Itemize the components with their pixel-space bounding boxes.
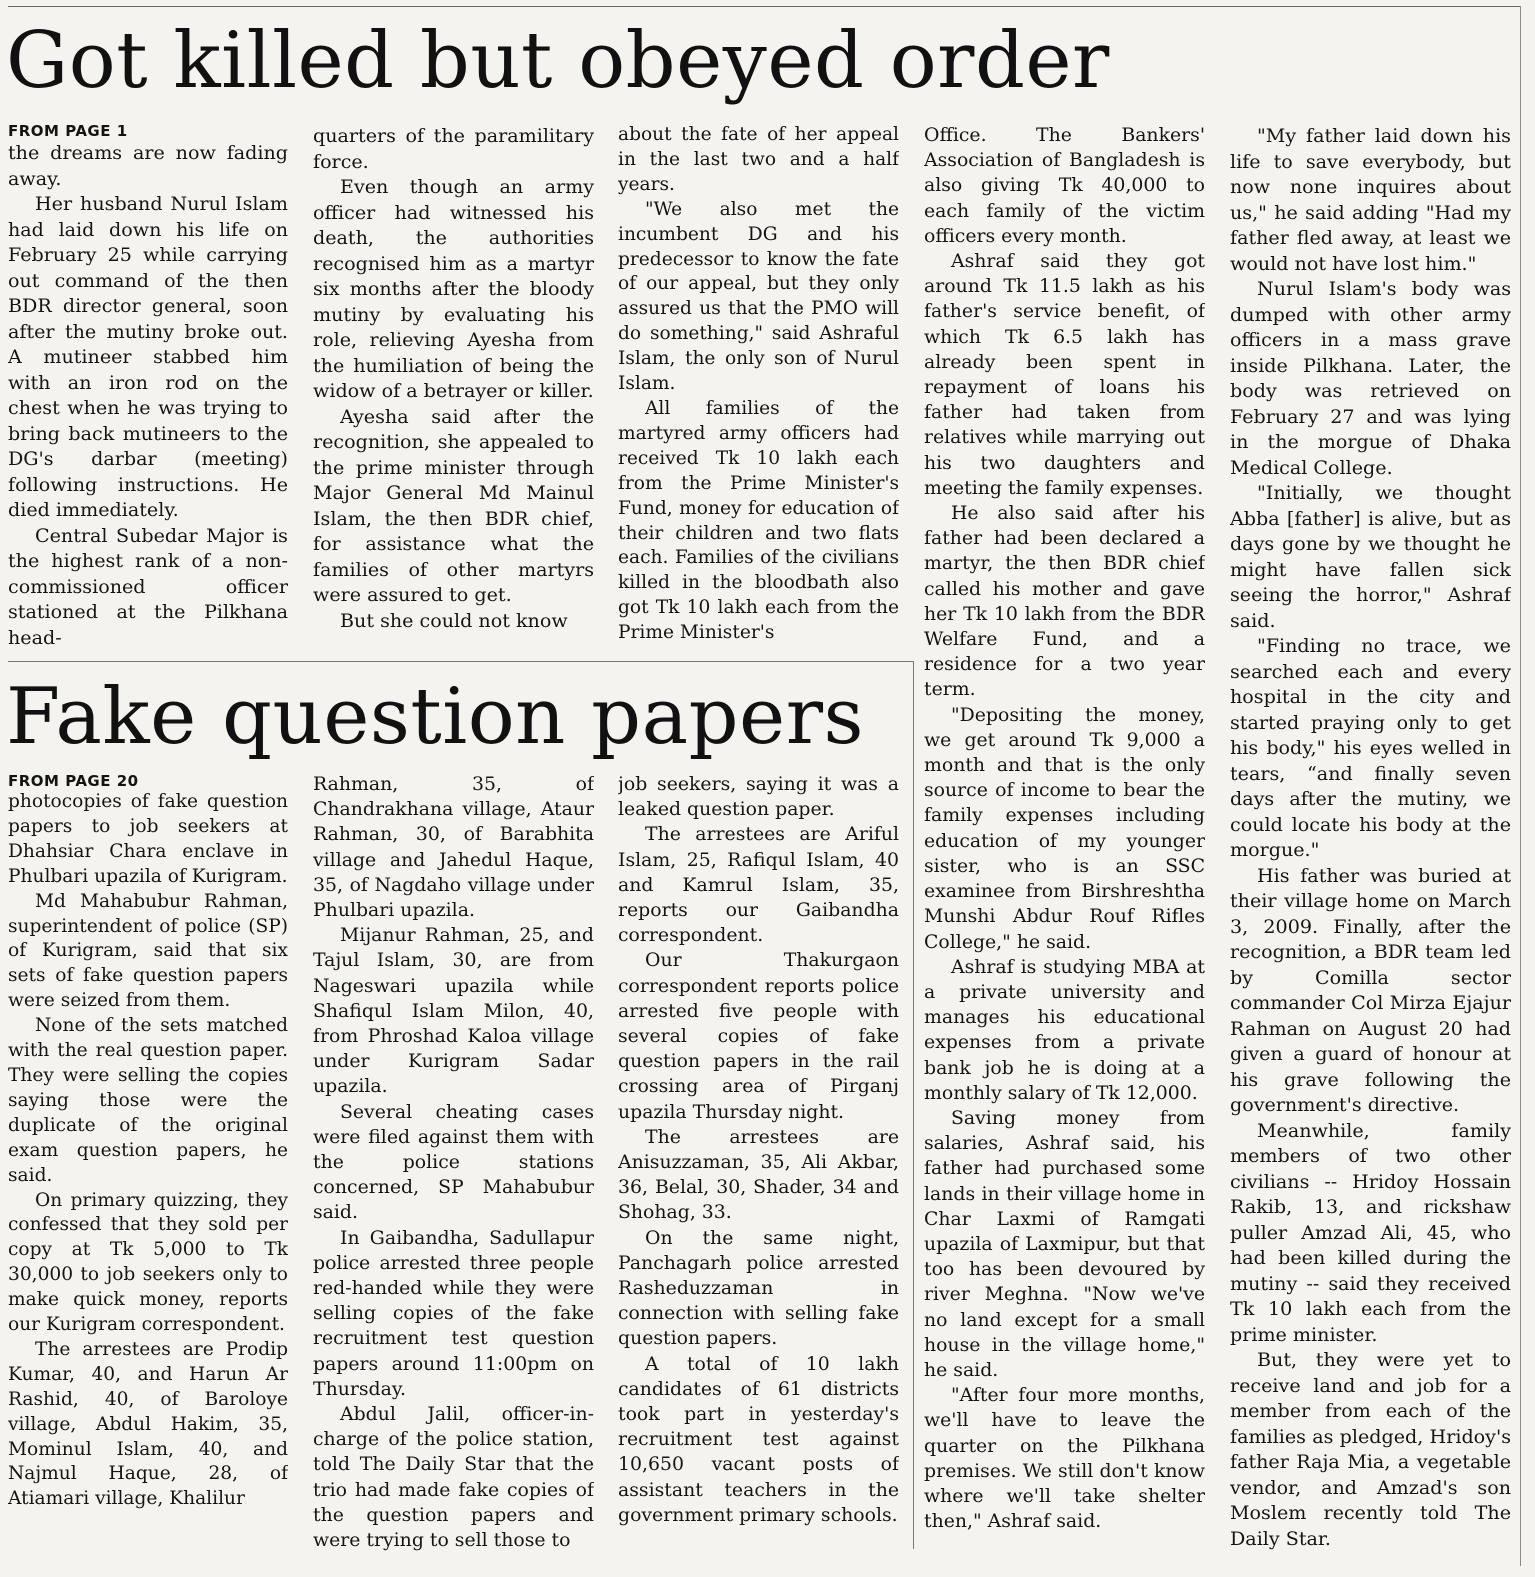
story1-column-3 (618, 123, 899, 651)
paragraph: about the fate of her appeal in the last two and a half years. (618, 124, 899, 195)
paragraph: "After four more months, we'll have to leave the quarter on the Pilkhana premises. We still don't know where we'll take shelter then," Ashraf said. (924, 1385, 1205, 1533)
paragraph: The arrestees are Anisuzzaman, 35, Ali Akbar, 36, Belal, 30, Shader, 34 and Shohag, 33. (618, 1126, 899, 1224)
paragraph: The arrestees are Ariful Islam, 25, Rafiqul Islam, 40 and Kamrul Islam, 35, reports our Gaibandha correspondent. (618, 824, 899, 947)
paragraph: On primary quizzing, they confessed that they sold per copy at Tk 5,000 to Tk 30,000 to job seekers only to make quick money, reports our Kurigram correspondent. (8, 1189, 288, 1336)
paragraph: Saving money from salaries, Ashraf said, his father had purchased some lands in their village home in Char Laxmi of Ramgati upazila of Laxmipur, but that too has been devoured by river Meghna. "Now we've no land except for a small house in the village home," he said. (924, 1107, 1205, 1381)
story2-headline: Fake question papers (6, 672, 865, 762)
right-edge-rule (1520, 6, 1521, 1566)
paragraph: But she could not know (340, 608, 568, 632)
paragraph: Ayesha said after the recognition, she appealed to the prime minister through Major General Md Mainul Islam, the then BDR chief, for assistance what the families of other martyrs were assured to get. (313, 404, 594, 606)
paragraph: Nurul Islam's body was dumped with other army officers in a mass grave inside Pilkhana. Later, the body was retrieved on February 27 and was lying in the morgue of Dhaka Medical College. (1230, 277, 1511, 479)
paragraph: the dreams are now fading away. (8, 141, 288, 190)
paragraph: All families of the martyred army officers had received Tk 10 lakh each from the Prime Minister's Fund, money for education of their children and two flats each. Families of the civilians killed in the bloodbath also got Tk 10 lakh each from the Prime Minister's (618, 397, 899, 644)
story1-column-4 (924, 123, 1205, 1558)
paragraph: Meanwhile, family members of two other civilians -- Hridoy Hossain Rakib, 13, and rickshaw puller Amzad Ali, 45, who had been killed during the mutiny -- said they received Tk 10 lakh each from the prime minister. (1230, 1118, 1511, 1346)
paragraph: job seekers, saying it was a leaked question paper. (618, 774, 899, 821)
story2-column-3 (618, 772, 899, 1559)
story1-headline: Got killed but obeyed order (6, 16, 1110, 106)
story1-column-5 (1230, 123, 1511, 1558)
paragraph: Even though an army officer had witnessed his death, the authorities recognised him as a martyr six months after the bloody mutiny by evaluating his role, relieving Ayesha from the humiliation of being the widow of a betrayer or killer. (313, 175, 594, 402)
story-divider-vertical (913, 661, 914, 1549)
paragraph: Rahman, 35, of Chandrakhana village, Ataur Rahman, 30, of Barabhita village and Jahedul Haque, 35, of Nagdaho village under Phulbari upazila. (313, 774, 594, 922)
paragraph: A total of 10 lakh candidates of 61 districts took part in yesterday's recruitment test against 10,650 vacant posts of assistant teachers in the government primary schools. (618, 1353, 899, 1526)
story2-jump-label: FROM PAGE 20 (8, 772, 139, 790)
paragraph: photocopies of fake question papers to job seekers at Dhahsiar Chara enclave in Phulbari upazila of Kurigram. (8, 791, 288, 887)
paragraph: Several cheating cases were filed against them with the police stations concerned, SP Mahabubur said. (313, 1101, 594, 1224)
story2-column-2 (313, 772, 594, 1559)
paragraph: Her husband Nurul Islam had laid down his life on February 25 while carrying out command of the then BDR director general, soon after the mutiny broke out. A mutineer stabbed him with an iron rod on the chest when he was trying to bring back mutineers to the DG's darbar (meeting) following instructions. He died immediately. (8, 192, 288, 521)
top-rule (8, 6, 1520, 7)
story2-column-1 (8, 772, 288, 1559)
story1-column-1 (8, 122, 288, 650)
paragraph: But, they were yet to receive land and job for a member from each of the families as pledged, Hridoy's father Raja Mia, a vegetable vendor, and Amzad's son Moslem recently told The Daily Star. (1230, 1348, 1511, 1550)
paragraph: Ashraf is studying MBA at a private university and manages his educational expenses from a private bank job he is doing at a monthly salary of Tk 12,000. (924, 956, 1205, 1104)
paragraph: None of the sets matched with the real question paper. They were selling the copies saying those were the duplicate of the original exam question papers, he said. (8, 1015, 288, 1186)
paragraph: "Depositing the money, we get around Tk 9,000 a month and that is the only source of income to bear the family expenses including education of my younger sister, who is an SSC examinee from Birshreshtha Munshi Abdur Rouf Rifles College," he said. (924, 704, 1205, 953)
paragraph: The arrestees are Prodip Kumar, 40, and Harun Ar Rashid, 40, of Baroloye village, Abdul Hakim, 35, Mominul Islam, 40, and Najmul Haque, 28, of Atiamari village, Khalilur (8, 1338, 288, 1510)
paragraph: On the same night, Panchagarh police arrested Rasheduzzaman in connection with selling fake question papers. (618, 1227, 899, 1350)
paragraph: "Finding no trace, we searched each and every hospital in the city and started praying only to get his body," his eyes welled in tears, “and finally seven days after the mutiny, we could locate his body at the morgue." (1230, 634, 1511, 861)
paragraph: He also said after his father had been declared a martyr, the then BDR chief called his mother and gave her Tk 10 lakh from the BDR Welfare Fund, and a residence for a two year term. (924, 503, 1205, 701)
paragraph: Mijanur Rahman, 25, and Tajul Islam, 30, are from Nageswari upazila while Shafiqul Islam Milon, 40, from Phroshad Kaloa village under Kurigram Sadar upazila. (313, 925, 594, 1098)
paragraph: Office. The Bankers' Association of Bangladesh is also giving Tk 40,000 to each family of the victim officers every month. (924, 125, 1205, 247)
paragraph: Md Mahabubur Rahman, superintendent of police (SP) of Kurigram, said that six sets of fake question papers were seized from them. (8, 890, 288, 1012)
paragraph: Ashraf said they got around Tk 11.5 lakh as his father's service benefit, of which Tk 6.5 lakh has already been spent in repayment of loans his father had taken from relatives while marrying out his two daughters and meeting the family expenses. (924, 251, 1205, 499)
paragraph: Our Thakurgaon correspondent reports police arrested five people with several copies of fake question papers in the rail crossing area of Pirganj upazila Thursday night. (618, 950, 899, 1123)
paragraph: "My father laid down his life to save everybody, but now none inquires about us," he said adding "Had my father fled away, at least we would not have lost him." (1230, 124, 1511, 275)
story1-jump-label: FROM PAGE 1 (8, 122, 128, 140)
story1-column-2 (313, 123, 594, 651)
paragraph: His father was buried at their village home on March 3, 2009. Finally, after the recognition, a BDR team led by Comilla sector commander Col Mirza Ejajur Rahman on August 20 had given a guard of honour at his grave following the government's directive. (1230, 863, 1511, 1116)
paragraph: In Gaibandha, Sadullapur police arrested three people red-handed while they were selling copies of the fake recruitment test question papers around 11:00pm on Thursday. (313, 1227, 594, 1400)
paragraph: Central Subedar Major is the highest rank of a non-commissioned officer stationed at the Pilkhana head- (8, 523, 288, 649)
paragraph: "We also met the incumbent DG and his predecessor to know the fate of our appeal, but they only assured us that the PMO will do something," said Ashraful Islam, the only son of Nurul Islam. (618, 198, 899, 395)
paragraph: Abdul Jalil, officer-in-charge of the police station, told The Daily Star that the trio had made fake copies of the question papers and were trying to sell those to (313, 1404, 594, 1552)
story-divider-horizontal (8, 661, 914, 662)
paragraph: quarters of the paramilitary force. (313, 124, 594, 173)
paragraph: "Initially, we thought Abba [father] is alive, but as days gone by we thought he might have fallen sick seeing the horror," Ashraf said. (1230, 481, 1511, 632)
